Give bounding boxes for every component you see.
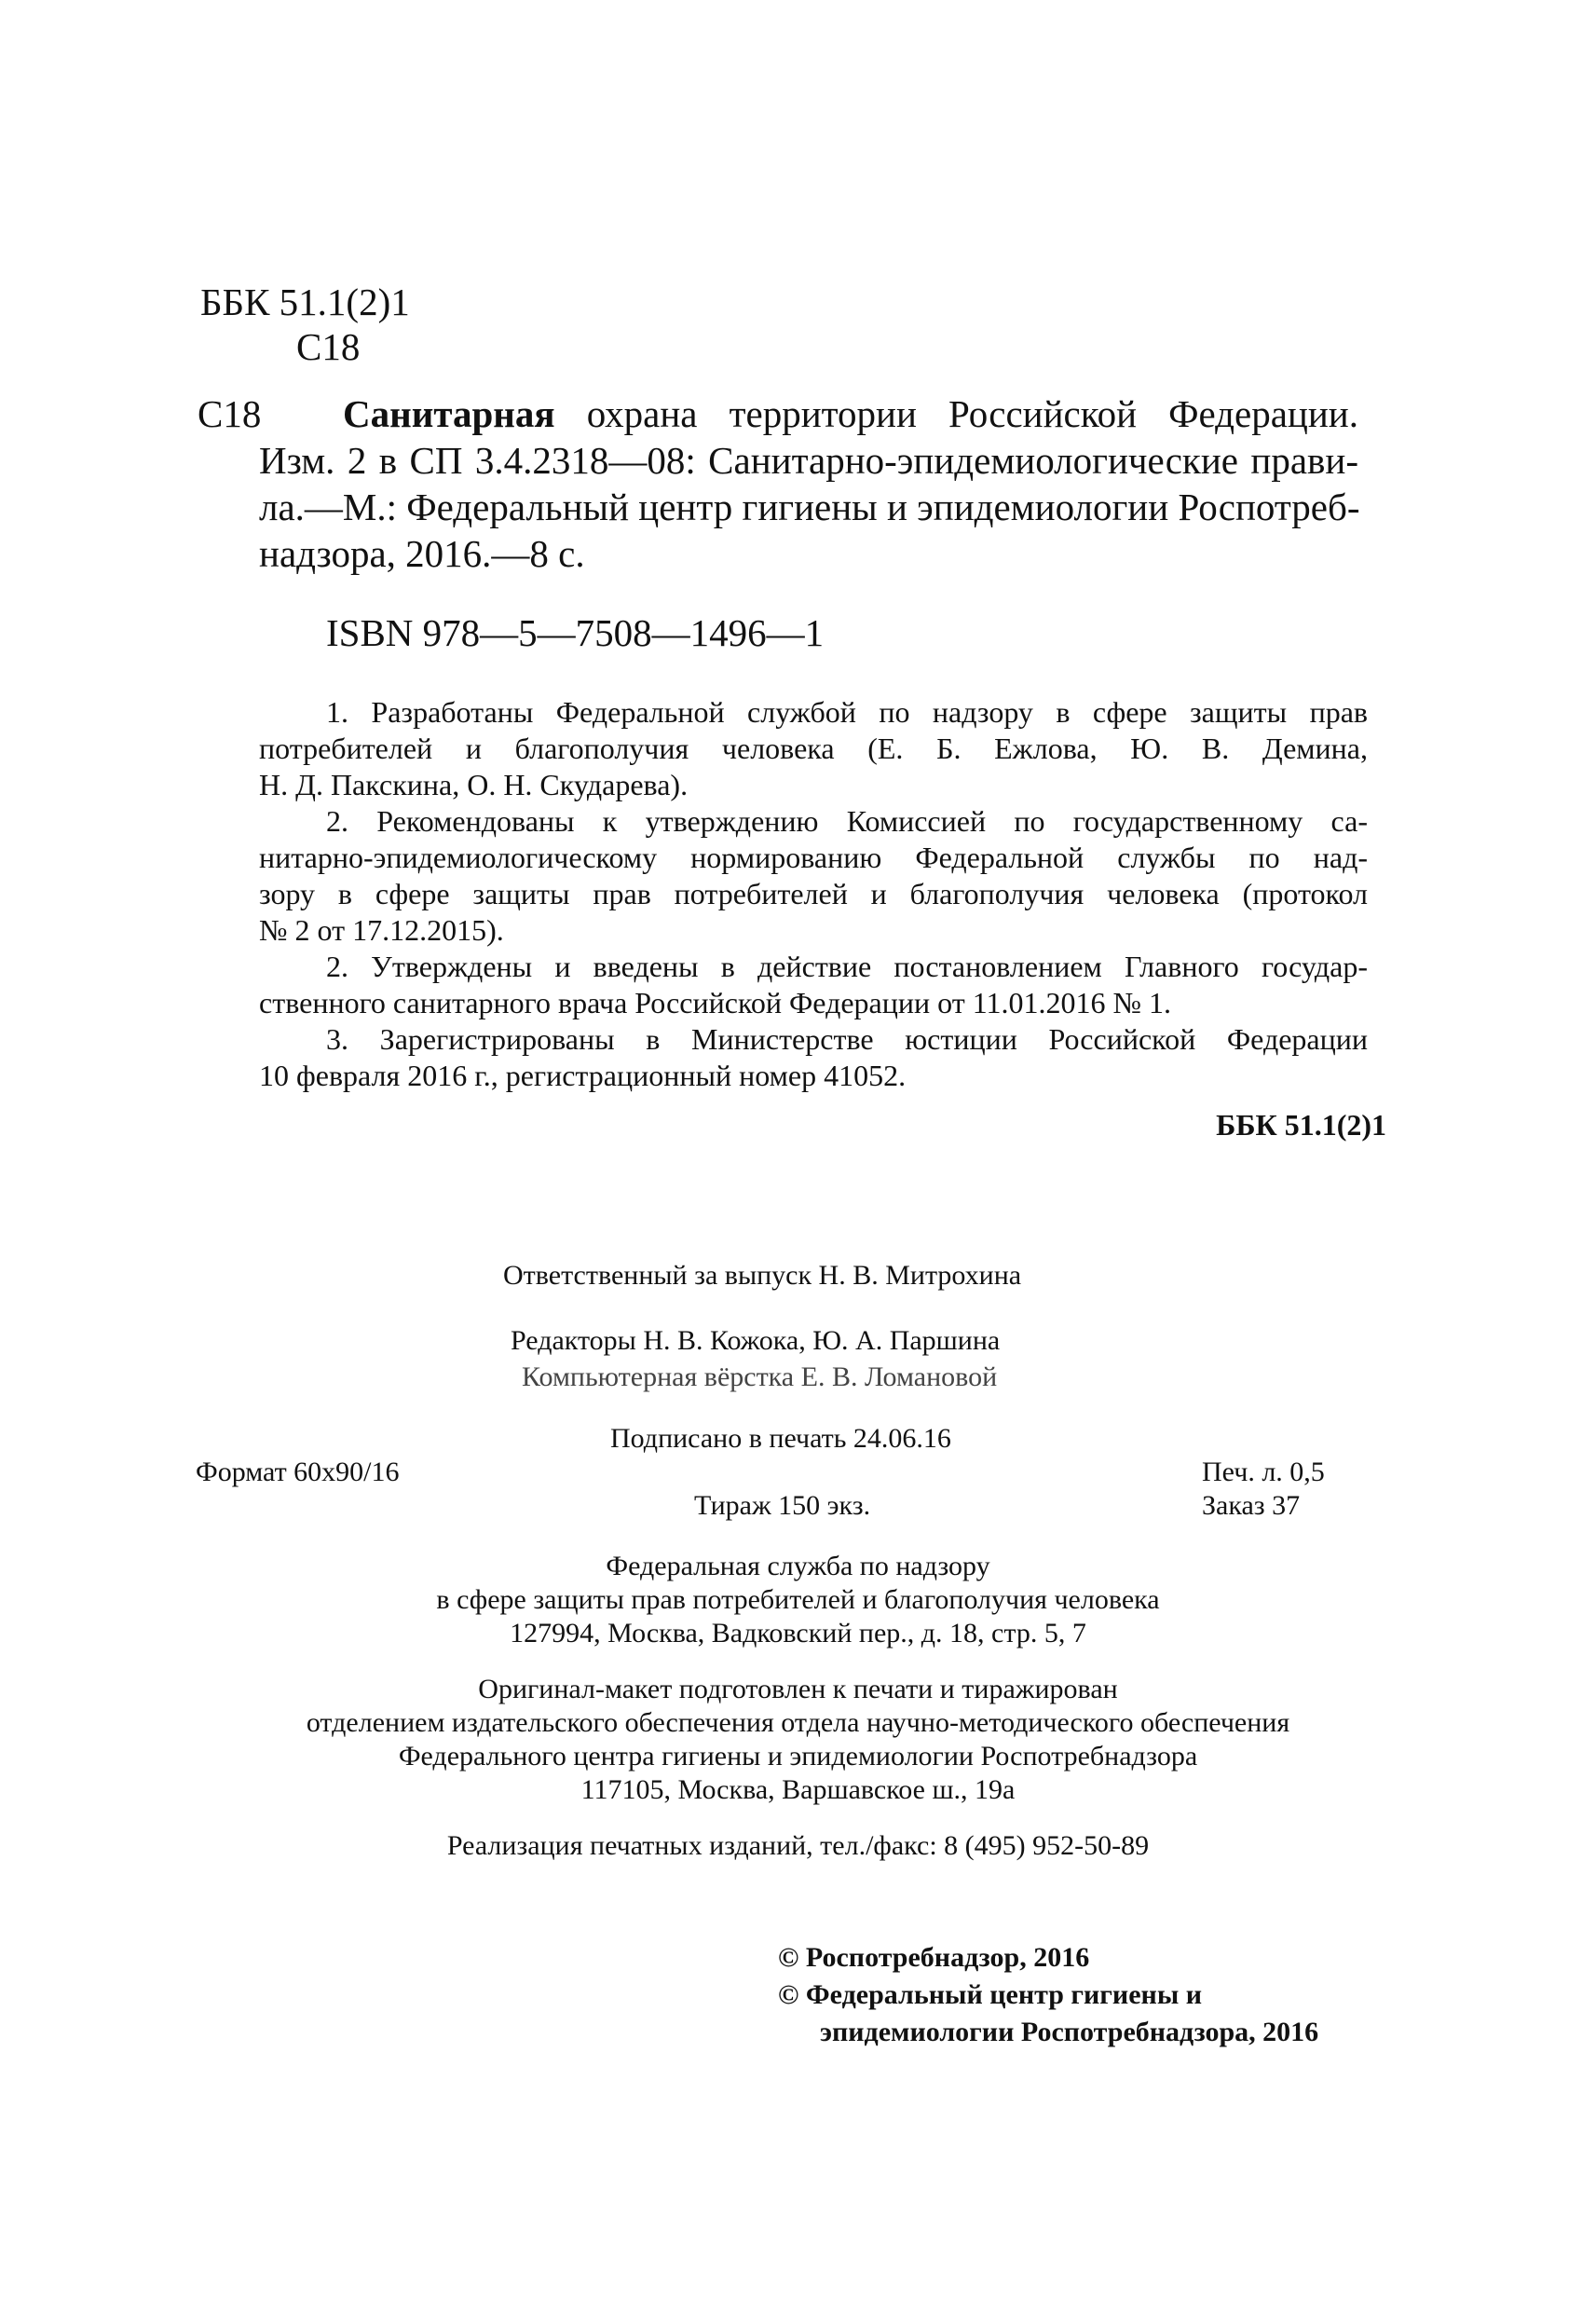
paper-format: Формат 60х90/16: [196, 1457, 400, 1487]
note-3-line-2: ственного санитарного врача Российской Федерации от 11.01.2016 № 1.: [259, 986, 1172, 1019]
copyright-2-cont: эпидемиологии Роспотребнадзора, 2016: [820, 2017, 1319, 2047]
entry-title-rest: охрана территории Российской Федерации.: [586, 392, 1358, 435]
layout-credit: Компьютерная вёрстка Е. В. Ломановой: [522, 1361, 998, 1392]
printer-address: 117105, Москва, Варшавское ш., 19а: [580, 1774, 1016, 1805]
note-2-line-2: нитарно-эпидемиологическому нормированию Федеральной службы по над-: [259, 841, 1368, 874]
isbn: ISBN 978—5—7508—1496—1: [326, 611, 825, 654]
printer-line-1: Оригинал-макет подготовлен к печати и тиражирован: [478, 1674, 1118, 1704]
note-1-line-3: Н. Д. Пакскина, О. Н. Скударева).: [259, 768, 689, 801]
printer-line-3: Федерального центра гигиены и эпидемиологии Роспотребнадзора: [398, 1741, 1198, 1772]
publisher-address: 127994, Москва, Вадковский пер., д. 18, стр. 5, 7: [510, 1618, 1086, 1648]
note-3-line-1: 2. Утверждены и введены в действие постановлением Главного государ-: [326, 950, 1368, 983]
entry-title-line: [343, 391, 1358, 436]
note-2-line-1: 2. Рекомендованы к утверждению Комиссией по государственному са-: [326, 804, 1368, 838]
publisher-line-1: Федеральная служба по надзору: [606, 1551, 990, 1581]
entry-line-4: надзора, 2016.—8 с.: [259, 532, 585, 575]
publisher-line-2: в сфере защиты прав потребителей и благополучия человека: [436, 1584, 1160, 1615]
signed-to-print: Подписано в печать 24.06.16: [610, 1423, 951, 1454]
note-4-line-2: 10 февраля 2016 г., регистрационный номер 41052.: [259, 1059, 907, 1092]
order-number: Заказ 37: [1202, 1490, 1301, 1521]
note-2-line-4: № 2 от 17.12.2015).: [259, 913, 504, 947]
entry-line-3: ла.—М.: Федеральный центр гигиены и эпидемиологии Роспотреб-: [259, 486, 1360, 528]
print-sheets: Печ. л. 0,5: [1202, 1457, 1325, 1487]
entry-code: С18: [198, 392, 262, 435]
copyright-1: © Роспотребнадзор, 2016: [778, 1942, 1090, 1973]
note-1-line-2: потребителей и благополучия человека (Е. Б. Ежлова, Ю. В. Демина,: [259, 732, 1368, 765]
note-2-line-3: зору в сфере защиты прав потребителей и благополучия человека (протокол: [259, 877, 1368, 910]
copyright-2: © Федеральный центр гигиены и: [778, 1979, 1203, 2010]
responsible-editor: Ответственный за выпуск Н. В. Митрохина: [503, 1260, 1022, 1291]
note-4-line-1: 3. Зарегистрированы в Министерстве юстиции Российской Федерации: [326, 1022, 1368, 1056]
note-1-line-1: 1. Разработаны Федеральной службой по надзору в сфере защиты прав: [326, 695, 1368, 729]
author-sign: С18: [296, 325, 361, 368]
sales-contact: Реализация печатных изданий, тел./факс: 8 (495) 952-50-89: [446, 1830, 1150, 1861]
entry-line-2: Изм. 2 в СП 3.4.2318—08: Санитарно-эпидемиологические прави-: [259, 439, 1358, 482]
circulation: Тираж 150 экз.: [694, 1490, 871, 1521]
editors: Редакторы Н. В. Кожока, Ю. А. Паршина: [511, 1325, 1001, 1356]
printer-line-2: отделением издательского обеспечения отдела научно-методического обеспечения: [306, 1707, 1290, 1738]
entry-title-bold: Санитарная: [343, 392, 555, 435]
bbk-index: ББК 51.1(2)1: [200, 280, 410, 323]
bbk-footer: ББК 51.1(2)1: [1216, 1108, 1386, 1142]
